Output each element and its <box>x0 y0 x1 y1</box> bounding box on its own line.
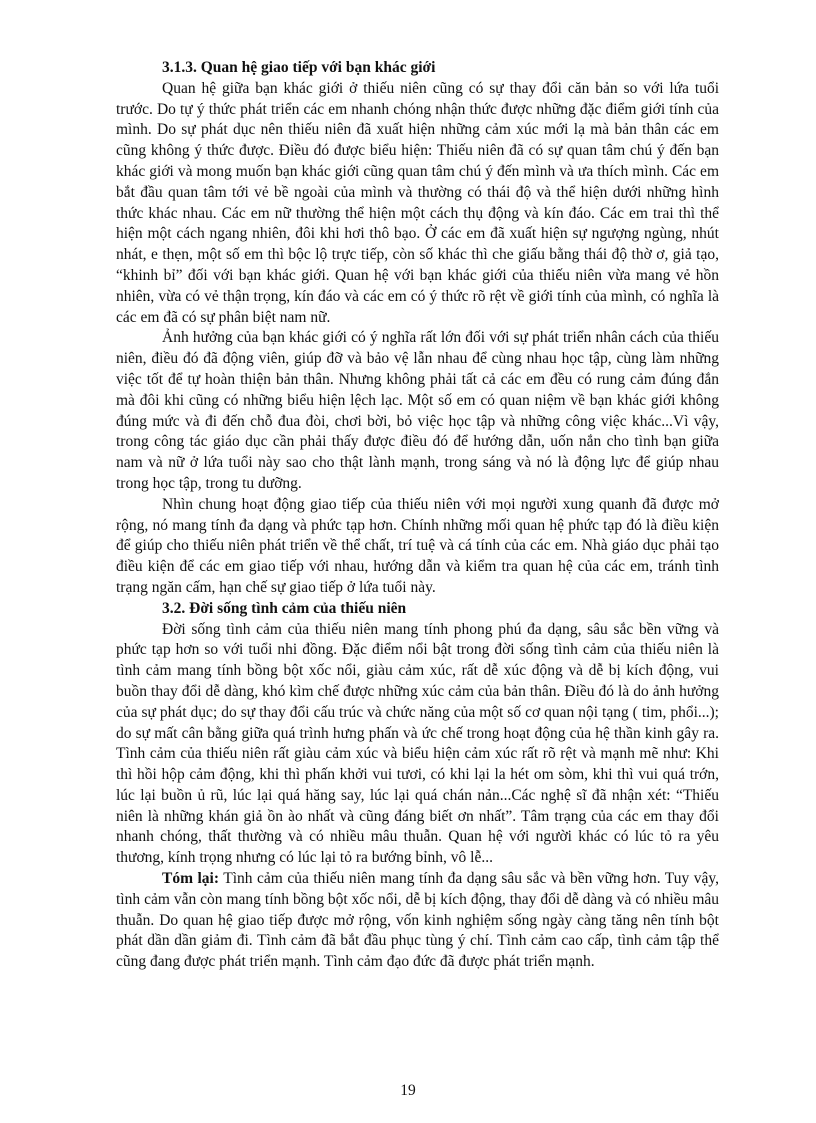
section-heading-3-2: 3.2. Đời sống tình cảm của thiếu niên <box>162 599 407 617</box>
paragraph-summary <box>116 869 719 973</box>
paragraph-emotional-life: Đời sống tình cảm của thiếu niên mang tính phong phú đa dạng, sâu sắc bền vững và phức tạp hơn so với tuổi nhi đồng. Đặc điểm nổi bật trong đời sống tình cảm của thiếu niên là tình cảm mang tính bồng bột xốc nổi, giàu cảm xúc, rất dễ xúc động và dễ bị kích động, vui buồn thay đổi dễ dàng, khó kìm chế được những xúc cảm của bản thân. Điều đó là do ảnh hưởng của sự phát dục; do sự thay đổi cấu trúc và chức năng của một số cơ quan nội tạng ( tim, phổi...); do sự mất cân bằng giữa quá trình hưng phấn và ức chế trong hoạt động của hệ thần kinh gây ra. Tình cảm của thiếu niên rất giàu cảm xúc và biểu hiện cảm xúc rất rõ rệt và mạnh mẽ như: Khi thì hồi hộp cảm động, khi thì phấn khởi vui tươi, có khi lại la hét om sòm, khi thì vui quá trớn, lúc lại buồn ủ rũ, lúc lại quá hăng say, lúc lại quá chán nản...Các nghệ sĩ đã nhận xét: “Thiếu niên là những khán giả ồn ào nhất và cũng đáng biết ơn nhất”. Tâm trạng của các em thay đổi nhanh chóng, thất thường và có nhiều mâu thuẫn. Quan hệ với người khác có lúc tỏ ra yêu thương, kính trọng nhưng có lúc lại tỏ ra bướng bỉnh, vô lễ... <box>116 620 719 867</box>
summary-text: Tình cảm của thiếu niên mang tính đa dạng sâu sắc và bền vững hơn. Tuy vậy, tình cảm vẫn còn mang tính bồng bột xốc nổi, dễ bị kích động, thay đổi dễ dàng và có nhiều mâu thuẫn. Do quan hệ giao tiếp được mở rộng, vốn kinh nghiệm sống ngày càng tăng nên tính bột phát dần dần giảm đi. Tình cảm đã bắt đầu phục tùng ý chí. Tình cảm cao cấp, tình cảm tập thể cũng đang được phát triển mạnh. Tình cảm đạo đức đã được phát triển mạnh. <box>116 870 719 971</box>
page-number: 19 <box>400 1082 416 1099</box>
summary-label: Tóm lại: <box>162 870 220 888</box>
document-page <box>116 58 719 973</box>
section-heading-3-1-3: 3.1.3. Quan hệ giao tiếp với bạn khác giới <box>162 59 436 76</box>
paragraph-opposite-sex-relations: Quan hệ giữa bạn khác giới ở thiếu niên cũng có sự thay đổi căn bản so với lứa tuổi trước. Do tự ý thức phát triển các em nhanh chóng nhận thức được những đặc điểm giới tính của mình. Do sự phát dục nên thiếu niên đã xuất hiện những cảm xúc mới lạ mà bản thân các em cũng không ý thức được. Điều đó được biểu hiện: Thiếu niên đã có sự quan tâm chú ý đến bạn khác giới và mong muốn bạn khác giới cũng quan tâm chú ý đến mình và ưa thích mình. Các em bắt đầu quan tâm tới vẻ bề ngoài của mình và thường có thái độ và thể hiện dưới những hình thức khác nhau. Các em nữ thường thể hiện một cách thụ động và kín đáo. Các em trai thì thể hiện một cách ngang nhiên, đôi khi hơi thô bạo. Ở các em đã xuất hiện sự ngượng ngùng, nhút nhát, e thẹn, một số em thì bộc lộ trực tiếp, còn số khác thì che giấu bằng thái độ thờ ơ, giả tạo, “khinh bỉ” đối với bạn khác giới. Quan hệ với bạn khác giới của thiếu niên vừa mang vẻ hồn nhiên, vừa có vẻ thận trọng, kín đáo và các em có ý thức rõ rệt về giới tính của mình, có nghĩa là các em đã có sự phân biệt nam nữ. <box>116 79 719 326</box>
paragraph-communication-overview: Nhìn chung hoạt động giao tiếp của thiếu niên với mọi người xung quanh đã được mở rộng, nó mang tính đa dạng và phức tạp hơn. Chính những mối quan hệ phức tạp đó là điều kiện để giúp cho thiếu niên phát triển về thể chất, trí tuệ và cá tính của các em. Nhà giáo dục phải tạo điều kiện để các em giao tiếp với nhau, hướng dẫn và kiểm tra quan hệ của các em, tránh tình trạng ngăn cấm, hạn chế sự giao tiếp ở lứa tuổi này. <box>116 495 719 596</box>
paragraph-influence-of-opposite-sex: Ảnh hưởng của bạn khác giới có ý nghĩa rất lớn đối với sự phát triển nhân cách của thiếu niên, điều đó đã động viên, giúp đỡ và bảo vệ lẫn nhau để cùng nhau học tập, cùng làm những việc tốt để tự hoàn thiện bản thân. Nhưng không phải tất cả các em đều có rung cảm đúng đắn mà đôi khi cũng có những biểu hiện lệch lạc. Một số em có quan niệm về bạn khác giới không đúng mức và đi đến chỗ đua đòi, chơi bời, bỏ việc học tập và những công việc khác...Vì vậy, trong công tác giáo dục cần phải thấy được điều đó để hướng dẫn, uốn nắn cho tình bạn giữa nam và nữ ở lứa tuổi này sao cho thật lành mạnh, trong sáng và nó là động lực để giúp nhau trong học tập, trong tu dưỡng. <box>116 329 719 492</box>
